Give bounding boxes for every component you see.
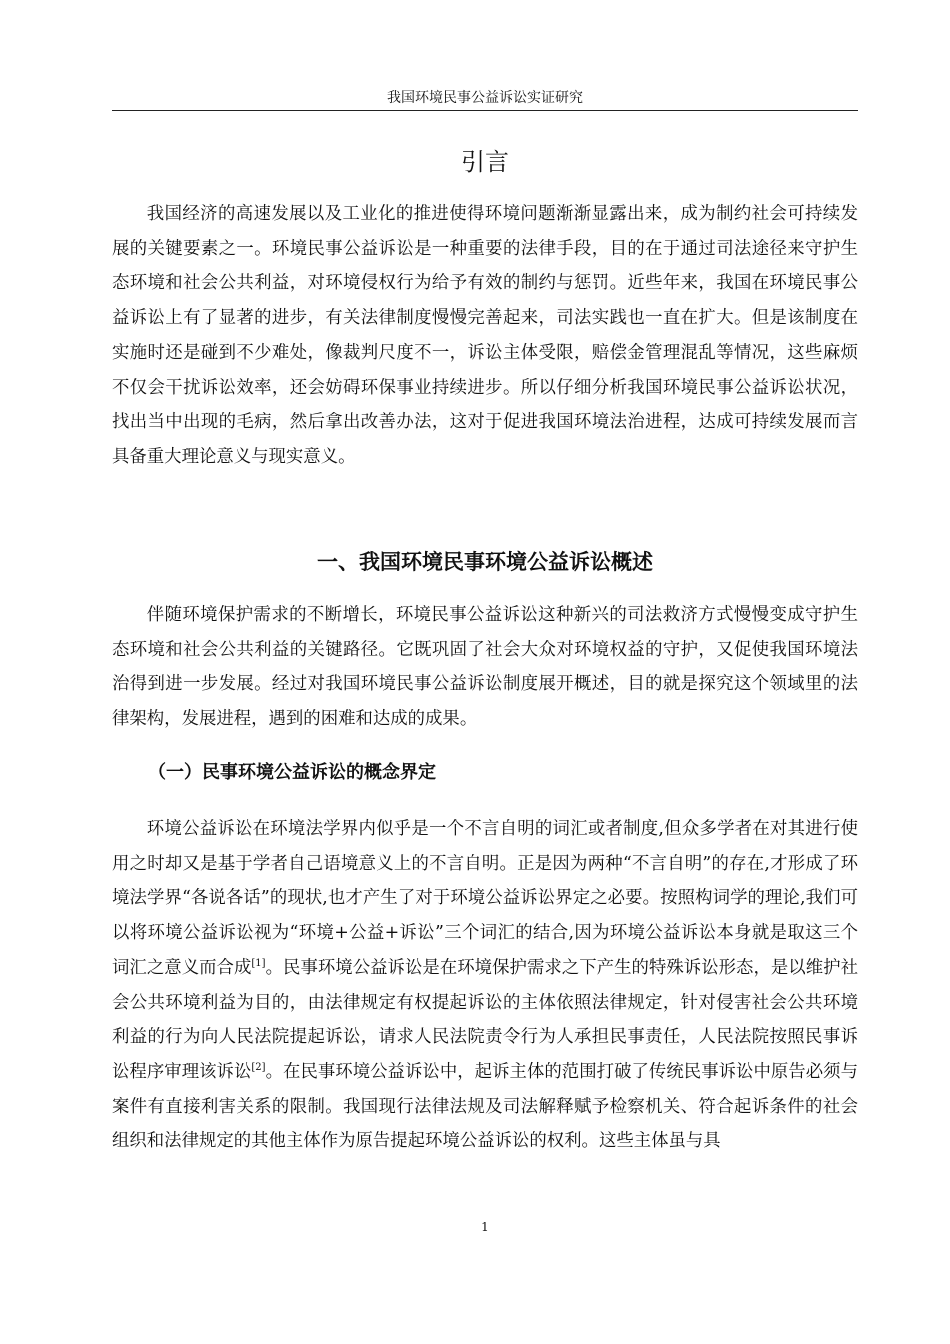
- subsection-heading: （一）民事环境公益诉讼的概念界定: [148, 762, 436, 783]
- running-header: 我国环境民事公益诉讼实证研究: [387, 90, 583, 106]
- paragraph-text-part-3: 。在民事环境公益诉讼中，起诉主体的范围打破了传统民事诉讼中原告必须与案件有直接利害关系的限制。我国现行法律法规及司法解释赋予检察机关、符合起诉条件的社会组织和法律规定的其他主体作为原告提起环境公益诉讼的权利。这些主体虽与具: [112, 1061, 858, 1152]
- subsection-paragraph: [112, 812, 858, 1159]
- page-title: 引言: [461, 148, 509, 176]
- section-heading: 一、我国环境民事环境公益诉讼概述: [317, 550, 653, 574]
- citation-1: [1]: [251, 957, 266, 969]
- header-rule: [112, 110, 858, 111]
- page-number: 1: [481, 1220, 489, 1234]
- paragraph-text-part-1: 环境公益诉讼在环境法学界内似乎是一个不言自明的词汇或者制度,但众多学者在对其进行使用之时却又是基于学者自己语境意义上的不言自明。正是因为两种“不言自明”的存在,才形成了环境法学界“各说各话”的现状,也才产生了对于环境公益诉讼界定之必要。按照构词学的理论,我们可以将环境公益诉讼视为“环境+公益+诉讼”三个词汇的结合,因为环境公益诉讼本身就是取这三个词汇之意义而合成: [112, 819, 858, 978]
- paragraph-text-part-2: 。民事环境公益诉讼是在环境保护需求之下产生的特殊诉讼形态，是以维护社会公共环境利益为目的，由法律规定有权提起诉讼的主体依照法律规定，针对侵害社会公共环境利益的行为向人民法院提起诉讼，请求人民法院责令行为人承担民事责任，人民法院按照民事诉讼程序审理该诉讼: [112, 957, 858, 1082]
- section-paragraph: 伴随环境保护需求的不断增长，环境民事公益诉讼这种新兴的司法救济方式慢慢变成守护生态环境和社会公共利益的关键路径。它既巩固了社会大众对环境权益的守护，又促使我国环境法治得到进一步发展。经过对我国环境民事公益诉讼制度展开概述，目的就是探究这个领域里的法律架构，发展进程，遇到的困难和达成的成果。: [112, 605, 858, 730]
- citation-2: [2]: [251, 1061, 266, 1073]
- intro-paragraph: 我国经济的高速发展以及工业化的推进使得环境问题渐渐显露出来，成为制约社会可持续发展的关键要素之一。环境民事公益诉讼是一种重要的法律手段，目的在于通过司法途径来守护生态环境和社会公共利益，对环境侵权行为给予有效的制约与惩罚。近些年来，我国在环境民事公益诉讼上有了显著的进步，有关法律制度慢慢完善起来，司法实践也一直在扩大。但是该制度在实施时还是碰到不少难处，像裁判尺度不一，诉讼主体受限，赔偿金管理混乱等情况，这些麻烦不仅会干扰诉讼效率，还会妨碍环保事业持续进步。所以仔细分析我国环境民事公益诉讼状况，找出当中出现的毛病，然后拿出改善办法，这对于促进我国环境法治进程，达成可持续发展而言具备重大理论意义与现实意义。: [112, 204, 858, 467]
